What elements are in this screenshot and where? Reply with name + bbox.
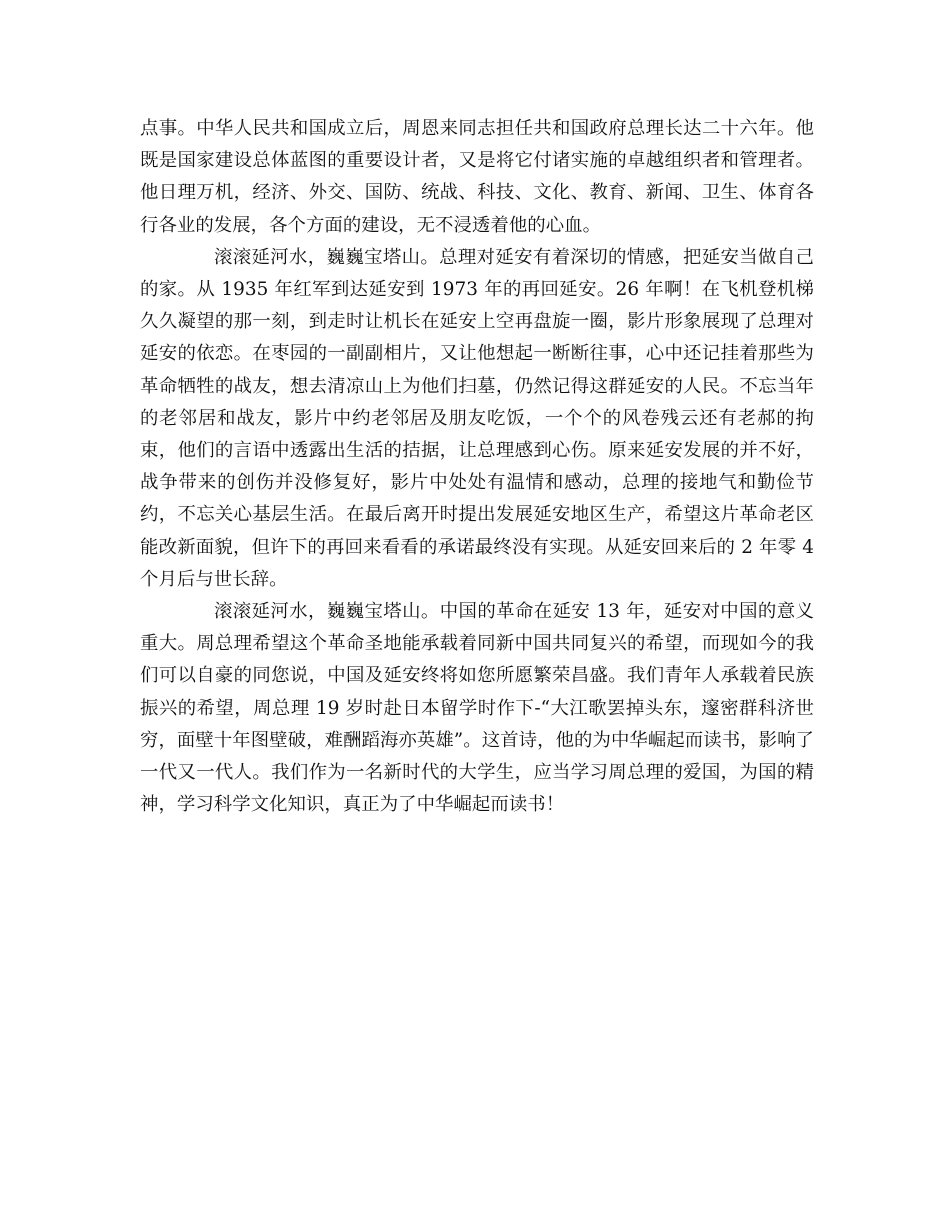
document-body — [140, 113, 814, 821]
paragraph-2: 滚滚延河水，巍巍宝塔山。总理对延安有着深切的情感，把延安当做自己的家。从 1935 年红军到达延安到 1973 年的再回延安。26 年啊！在飞机登机梯久久凝望的那一刻，到走时让机长在延安上空再盘旋一圈，影片形象展现了总理对延安的依恋。在枣园的一副副相片，又让他想起一断断往事，心中还记挂着那些为革命牺牲的战友，想去清凉山上为他们扫墓，仍然记得这群延安的人民。不忘当年的老邻居和战友，影片中约老邻居及朋友吃饭，一个个的风卷残云还有老郝的拘束，他们的言语中透露出生活的拮据，让总理感到心伤。原来延安发展的并不好，战争带来的创伤并没修复好，影片中处处有温情和感动，总理的接地气和勤俭节约，不忘关心基层生活。在最后离开时提出发展延安地区生产，希望这片革命老区能改新面貌，但许下的再回来看看的承诺最终没有实现。从延安回来后的 2 年零 4 个月后与世长辞。 — [140, 246, 814, 590]
paragraph-3: 滚滚延河水，巍巍宝塔山。中国的革命在延安 13 年，延安对中国的意义重大。周总理希望这个革命圣地能承载着同新中国共同复兴的希望，而现如今的我们可以自豪的同您说，中国及延安终将如您所愿繁荣昌盛。我们青年人承载着民族振兴的希望，周总理 19 岁时赴日本留学时作下-“大江歌罢掉头东，邃密群科济世穷，面壁十年图壁破，难酬蹈海亦英雄”。这首诗，他的为中华崛起而读书，影响了一代又一代人。我们作为一名新时代的大学生，应当学习周总理的爱国，为国的精神，学习科学文化知识，真正为了中华崛起而读书！ — [140, 601, 814, 816]
paragraph-1: 点事。中华人民共和国成立后，周恩来同志担任共和国政府总理长达二十六年。他既是国家建设总体蓝图的重要设计者，又是将它付诸实施的卓越组织者和管理者。他日理万机，经济、外交、国防、统战、科技、文化、教育、新闻、卫生、体育各行各业的发展，各个方面的建设，无不浸透着他的心血。 — [140, 118, 814, 236]
